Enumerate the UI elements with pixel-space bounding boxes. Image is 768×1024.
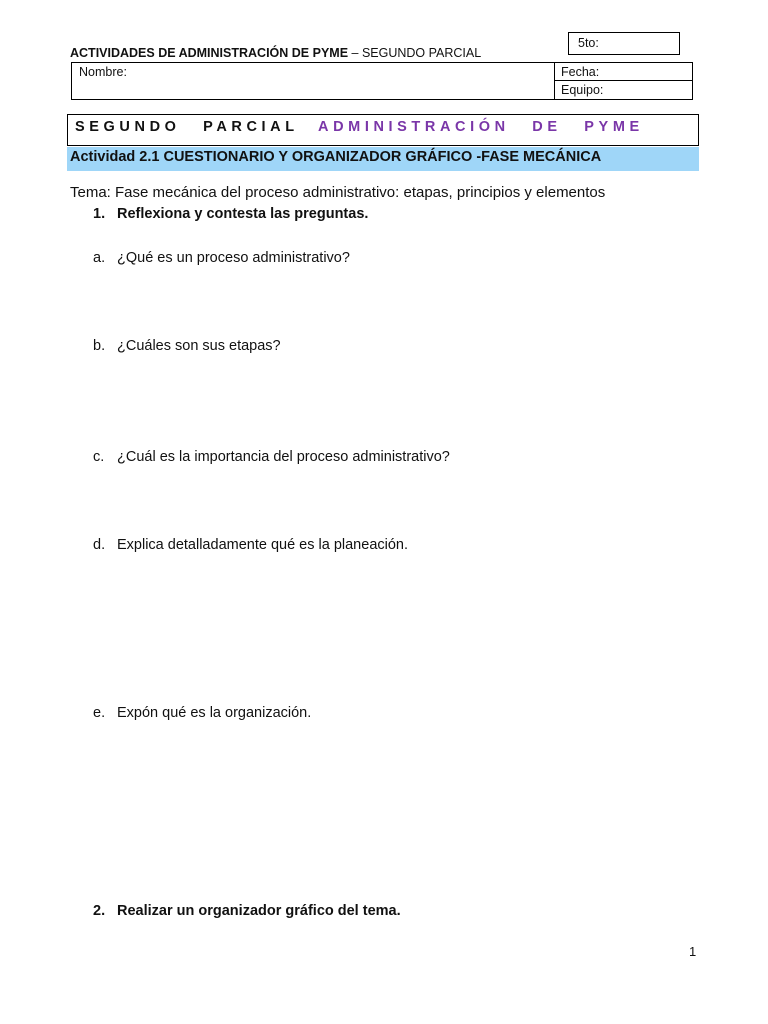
team-field[interactable] bbox=[555, 81, 692, 99]
date-field[interactable] bbox=[555, 63, 692, 81]
question-2-number: 2. bbox=[93, 903, 106, 919]
banner-right-text: ADMINISTRACIÓN DE PYME bbox=[318, 119, 644, 135]
question-1a-text: ¿Qué es un proceso administrativo? bbox=[117, 250, 350, 266]
banner-left-text: SEGUNDO PARCIAL bbox=[75, 119, 299, 135]
question-1b-text: ¿Cuáles son sus etapas? bbox=[117, 338, 281, 354]
grade-field[interactable] bbox=[568, 32, 680, 55]
question-1a bbox=[93, 250, 350, 266]
question-1d-letter: d. bbox=[93, 537, 106, 553]
team-label: Equipo: bbox=[561, 83, 604, 97]
question-2 bbox=[93, 903, 401, 919]
question-1e-text: Expón qué es la organización. bbox=[117, 705, 312, 721]
date-label: Fecha: bbox=[561, 65, 600, 79]
question-1c bbox=[93, 449, 450, 465]
activity-title: Actividad 2.1 CUESTIONARIO Y ORGANIZADOR GRÁFICO -FASE MECÁNICA bbox=[67, 147, 699, 171]
question-1d bbox=[93, 537, 408, 553]
header-title-rest: SEGUNDO PARCIAL bbox=[361, 46, 482, 60]
document-header-title bbox=[70, 46, 481, 60]
student-info-table bbox=[71, 62, 693, 100]
section-banner bbox=[67, 114, 699, 146]
name-field[interactable] bbox=[72, 63, 555, 99]
header-title-separator: – bbox=[348, 46, 362, 60]
question-1e-letter: e. bbox=[93, 705, 106, 721]
page-number: 1 bbox=[689, 944, 697, 959]
question-2-text: Realizar un organizador gráfico del tema. bbox=[117, 903, 401, 919]
topic-line: Tema: Fase mecánica del proceso administrativo: etapas, principios y elementos bbox=[70, 184, 606, 201]
question-1b-letter: b. bbox=[93, 338, 106, 354]
grade-label: 5to: bbox=[578, 36, 599, 50]
question-1 bbox=[93, 206, 368, 222]
question-1c-letter: c. bbox=[93, 449, 105, 465]
question-1-text: Reflexiona y contesta las preguntas. bbox=[117, 206, 369, 222]
question-1-number: 1. bbox=[93, 206, 106, 222]
question-1c-text: ¿Cuál es la importancia del proceso administrativo? bbox=[117, 449, 450, 465]
question-1d-text: Explica detalladamente qué es la planeación. bbox=[117, 537, 409, 553]
name-label: Nombre: bbox=[79, 65, 127, 79]
question-1a-letter: a. bbox=[93, 250, 106, 266]
question-1b bbox=[93, 338, 281, 354]
question-1e bbox=[93, 705, 311, 721]
header-title-bold: ACTIVIDADES DE ADMINISTRACIÓN DE PYME bbox=[70, 46, 349, 60]
